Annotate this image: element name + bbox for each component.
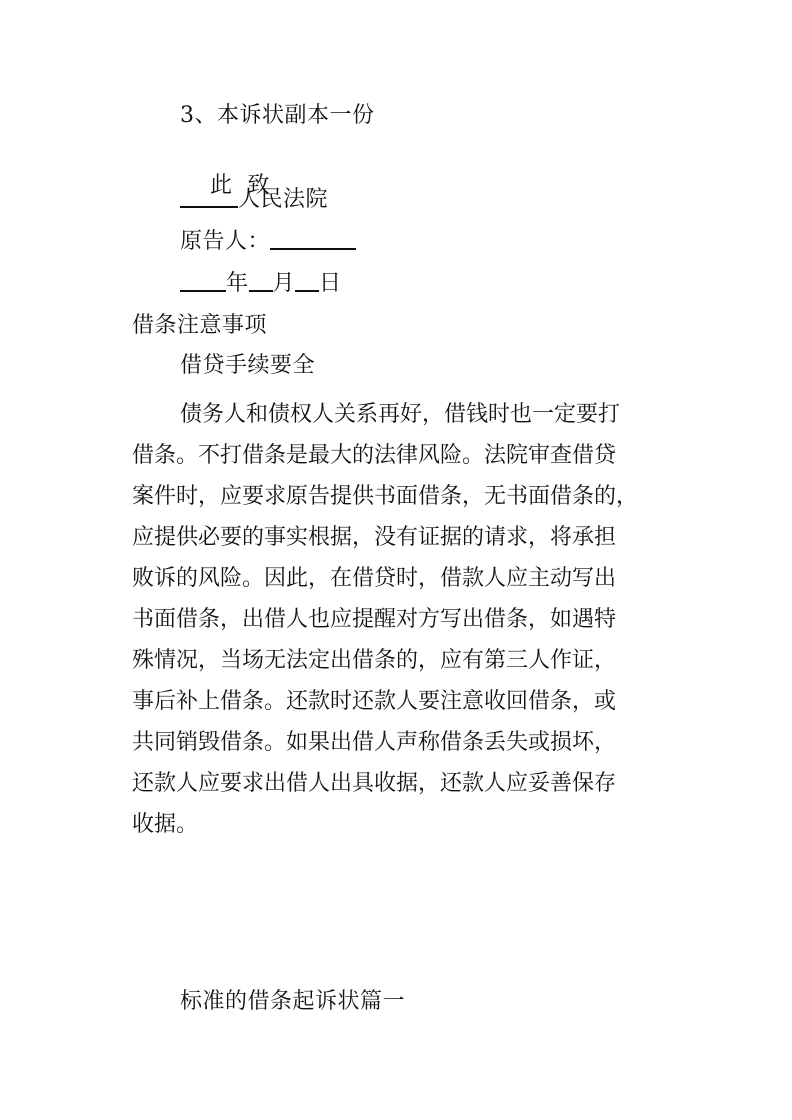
notes-subheading: 借贷手续要全: [180, 353, 316, 378]
date-line: 年 月 日: [180, 270, 342, 298]
paragraph-line: 债务人和债权人关系再好，借钱时也一定要打: [180, 402, 621, 427]
paragraph-line: 应提供必要的事实根据，没有证据的请求，将承担: [132, 525, 617, 550]
month-blank: [249, 270, 273, 292]
paragraph-line: 书面借条，出借人也应提醒对方写出借条，如遇特: [132, 607, 617, 632]
notes-heading: 借条注意事项: [132, 313, 268, 338]
year-blank: [180, 270, 226, 292]
paragraph-line: 败诉的风险。因此，在借贷时，借款人应主动写出: [132, 566, 617, 591]
next-section-title: 标准的借条起诉状篇一: [180, 989, 406, 1014]
paragraph-line: 殊情况，当场无法定出借条的，应有第三人作证，: [132, 648, 617, 673]
paragraph-line: 案件时，应要求原告提供书面借条，无书面借条的，: [132, 484, 639, 509]
paragraph-line: 还款人应要求出借人出具收据，还款人应妥善保存: [132, 771, 617, 796]
notes-paragraph: [132, 394, 672, 845]
paragraph-line: 收据。: [132, 812, 199, 837]
court-line: 人民法院: [180, 186, 328, 214]
day-blank: [295, 270, 319, 292]
plaintiff-blank: [270, 228, 356, 250]
paragraph-line: 事后补上借条。还款时还款人要注意收回借条，或: [132, 689, 617, 714]
salutation-line: 此 致: [209, 173, 270, 198]
paragraph-line: 借条。不打借条是最大的法律风险。法院审查借贷: [132, 443, 617, 468]
paragraph-line: 共同销毁借条。如果出借人声称借条丢失或损坏，: [132, 730, 617, 755]
plaintiff-line: 原告人：: [180, 228, 356, 256]
court-blank: [180, 186, 238, 208]
attachment-line: 3、本诉状副本一份: [180, 103, 375, 128]
